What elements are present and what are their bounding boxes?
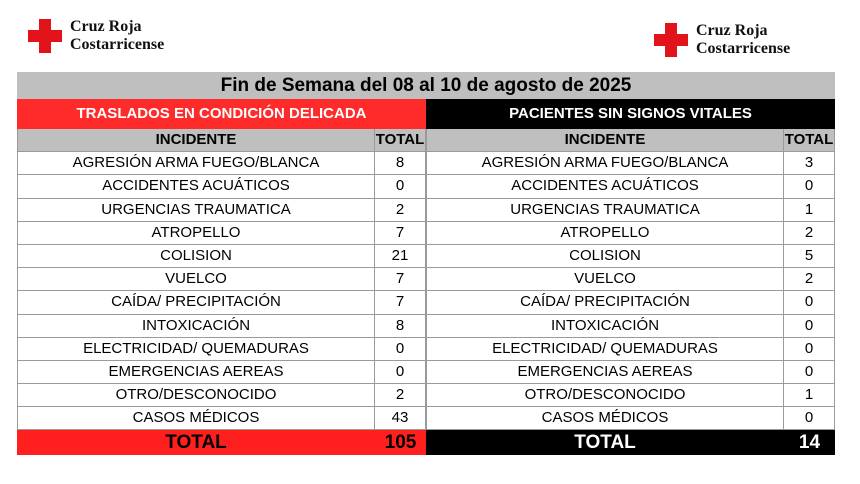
column-header-incident: INCIDENTE (17, 129, 375, 151)
table-row (17, 315, 426, 338)
incident-label: ACCIDENTES ACUÁTICOS (17, 175, 375, 197)
table-row (17, 245, 426, 268)
incident-total: 0 (375, 175, 426, 197)
incident-label: OTRO/DESCONOCIDO (17, 384, 375, 406)
incident-label: INTOXICACIÓN (17, 315, 375, 337)
red-cross-icon (28, 19, 62, 53)
table-row (17, 361, 426, 384)
table-row (17, 268, 426, 291)
incident-label: ELECTRICIDAD/ QUEMADURAS (426, 338, 784, 360)
incident-total: 2 (784, 268, 835, 290)
total-row-sin-signos (426, 430, 835, 455)
incident-total: 1 (784, 199, 835, 221)
table-row (17, 175, 426, 198)
incident-total: 21 (375, 245, 426, 267)
cruz-roja-logo-right (654, 22, 790, 58)
incident-total: 2 (375, 199, 426, 221)
logo-text (696, 22, 790, 58)
incident-total: 0 (784, 361, 835, 383)
column-header-row (17, 129, 426, 152)
table-row (17, 384, 426, 407)
logo-text (70, 18, 164, 54)
incident-label: ACCIDENTES ACUÁTICOS (426, 175, 784, 197)
incident-label: ATROPELLO (17, 222, 375, 244)
total-label: TOTAL (165, 432, 227, 454)
incident-label: CAÍDA/ PRECIPITACIÓN (17, 291, 375, 313)
incident-label: EMERGENCIAS AEREAS (17, 361, 375, 383)
column-header-total: TOTAL (784, 129, 835, 151)
incident-total: 0 (375, 338, 426, 360)
incident-label: AGRESIÓN ARMA FUEGO/BLANCA (17, 152, 375, 174)
incident-total: 43 (375, 407, 426, 429)
incident-label: AGRESIÓN ARMA FUEGO/BLANCA (426, 152, 784, 174)
table-row (426, 222, 835, 245)
incident-label: VUELCO (426, 268, 784, 290)
incident-total: 0 (784, 175, 835, 197)
table-row (17, 152, 426, 175)
red-cross-icon (654, 23, 688, 57)
total-row-traslados (17, 430, 426, 455)
section-traslados (17, 99, 426, 455)
incident-total: 7 (375, 268, 426, 290)
incident-total: 3 (784, 152, 835, 174)
table-row (426, 268, 835, 291)
incident-total: 1 (784, 384, 835, 406)
incident-total: 7 (375, 222, 426, 244)
incident-label: COLISION (17, 245, 375, 267)
total-value: 14 (798, 432, 821, 454)
report-table (17, 72, 835, 455)
total-label: TOTAL (574, 432, 636, 454)
incident-label: COLISION (426, 245, 784, 267)
logo-line-2: Costarricense (696, 40, 791, 57)
table-row (426, 361, 835, 384)
incident-label: EMERGENCIAS AEREAS (426, 361, 784, 383)
table-row (426, 245, 835, 268)
report-title: Fin de Semana del 08 al 10 de agosto de 2025 (17, 72, 835, 99)
table-row (17, 199, 426, 222)
incident-label: OTRO/DESCONOCIDO (426, 384, 784, 406)
incident-total: 2 (375, 384, 426, 406)
incident-label: CASOS MÉDICOS (17, 407, 375, 429)
incident-total: 5 (784, 245, 835, 267)
table-row (426, 175, 835, 198)
table-row (426, 199, 835, 222)
incident-total: 0 (784, 291, 835, 313)
column-header-row (426, 129, 835, 152)
cruz-roja-logo-left (28, 18, 164, 54)
incident-label: INTOXICACIÓN (426, 315, 784, 337)
incident-total: 0 (784, 315, 835, 337)
incident-total: 2 (784, 222, 835, 244)
incident-total: 8 (375, 315, 426, 337)
table-row (17, 407, 426, 430)
incident-label: URGENCIAS TRAUMATICA (426, 199, 784, 221)
table-row (426, 315, 835, 338)
incident-label: URGENCIAS TRAUMATICA (17, 199, 375, 221)
incident-total: 8 (375, 152, 426, 174)
logo-line-1: Cruz Roja (696, 22, 768, 39)
table-row (426, 338, 835, 361)
incident-total: 0 (784, 407, 835, 429)
table-row (17, 222, 426, 245)
column-header-total: TOTAL (375, 129, 426, 151)
incident-label: CAÍDA/ PRECIPITACIÓN (426, 291, 784, 313)
table-row (426, 407, 835, 430)
incident-label: VUELCO (17, 268, 375, 290)
section-sin-signos (426, 99, 835, 455)
incident-total: 0 (784, 338, 835, 360)
logo-line-1: Cruz Roja (70, 18, 142, 35)
table-row (426, 152, 835, 175)
incident-total: 0 (375, 361, 426, 383)
section-header-traslados: TRASLADOS EN CONDICIÓN DELICADA (17, 99, 426, 129)
table-row (426, 291, 835, 314)
incident-label: ELECTRICIDAD/ QUEMADURAS (17, 338, 375, 360)
section-header-sin-signos: PACIENTES SIN SIGNOS VITALES (426, 99, 835, 129)
logo-line-2: Costarricense (70, 36, 165, 53)
incident-label: CASOS MÉDICOS (426, 407, 784, 429)
table-row (17, 291, 426, 314)
column-header-incident: INCIDENTE (426, 129, 784, 151)
incident-label: ATROPELLO (426, 222, 784, 244)
total-value: 105 (384, 432, 417, 454)
table-row (426, 384, 835, 407)
incident-total: 7 (375, 291, 426, 313)
table-row (17, 338, 426, 361)
